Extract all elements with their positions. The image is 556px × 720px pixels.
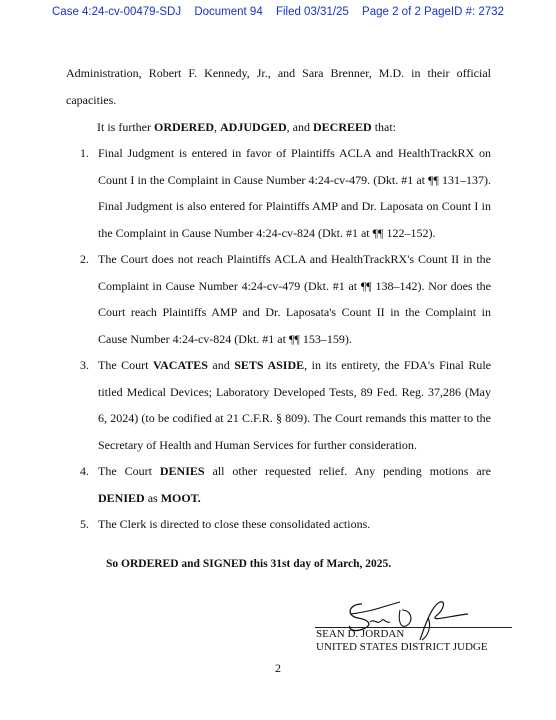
- item-text-mid: all other requested relief. Any pending motions are: [204, 464, 491, 478]
- filed-date: Filed 03/31/25: [275, 6, 349, 18]
- adjudged-bold: ADJUDGED: [220, 120, 287, 134]
- item-text: Final Judgment is entered in favor of Plaintiffs ACLA and HealthTrackRX on Count I in the Complaint in Cause Number 4:24-cv-479. (Dkt. #1 at ¶¶ 131–137). Final Judgment is also entered for Plaintiffs AMP and Dr. Laposata on Count I in the Complaint in Cause Number 4:24-cv-824 (Dkt. #1 at ¶¶ 122–152).: [98, 146, 491, 240]
- item-text-pre: The Court: [98, 464, 160, 478]
- decreed-bold: DECREED: [313, 120, 372, 134]
- vacates-bold: VACATES: [153, 358, 208, 372]
- page-number: 2: [275, 661, 281, 675]
- ordered-sep2: , and: [286, 120, 313, 134]
- item-number: 1.: [80, 146, 89, 160]
- ordered-bold: ORDERED: [153, 120, 214, 134]
- case-number: Case 4:24-cv-00479-SDJ: [52, 6, 182, 18]
- item-text: The Court does not reach Plaintiffs ACLA and HealthTrackRX's Count II in the Complaint in Cause Number 4:24-cv-479 (Dkt. #1 at ¶¶ 138–142). Nor does the Court reach Plaintiffs AMP and Dr. Laposata's Count II in the Complaint in Cause Number 4:24-cv-824 (Dkt. #1 at ¶¶ 153–159).: [98, 252, 491, 346]
- item-number: 5.: [80, 517, 89, 531]
- paragraph-parties: Administration, Robert F. Kennedy, Jr., and Sara Brenner, M.D. in their official capacities.: [66, 66, 491, 107]
- item-text-mid2: as: [144, 490, 161, 505]
- list-item: [66, 458, 491, 511]
- item-number: 4.: [80, 464, 89, 478]
- denies-bold: DENIES: [159, 464, 205, 478]
- item-text-post: , in its entirety, the FDA's Final Rule titled Medical Devices; Laboratory Developed Tests, 89 Fed. Reg. 37,286 (May 6, 2024) (to be codified at 21 C.F.R. § 809). The Court remands this matter to the Secretary of Health and Human Services for further consideration.: [98, 358, 491, 452]
- document-number: Document 94: [194, 6, 263, 18]
- list-item: [66, 140, 491, 246]
- list-item: [66, 246, 491, 352]
- item-text-pre: The Court: [98, 358, 153, 372]
- denied-bold: DENIED: [98, 490, 145, 505]
- item-text: The Clerk is directed to close these consolidated actions.: [98, 517, 371, 531]
- item-number: 3.: [80, 358, 89, 372]
- list-item: [66, 352, 491, 458]
- judge-block: [316, 628, 488, 654]
- list-item: [66, 511, 491, 538]
- ordered-post: that:: [371, 120, 397, 134]
- signed-line: So ORDERED and SIGNED this 31st day of March, 2025.: [106, 558, 392, 570]
- item-text-mid: and: [207, 358, 235, 372]
- moot-bold: MOOT.: [160, 490, 201, 505]
- paragraph-ordered: [97, 114, 491, 141]
- ecf-header: [0, 6, 556, 18]
- order-list: [66, 140, 491, 538]
- judge-name: SEAN D. JORDAN: [316, 628, 405, 640]
- sets-aside-bold: SETS ASIDE: [234, 358, 305, 372]
- judge-title: UNITED STATES DISTRICT JUDGE: [316, 641, 488, 653]
- item-number: 2.: [80, 252, 89, 266]
- ordered-pre: It is further: [97, 120, 154, 134]
- ordered-sep1: ,: [214, 120, 220, 134]
- page-id: Page 2 of 2 PageID #: 2732: [362, 6, 504, 18]
